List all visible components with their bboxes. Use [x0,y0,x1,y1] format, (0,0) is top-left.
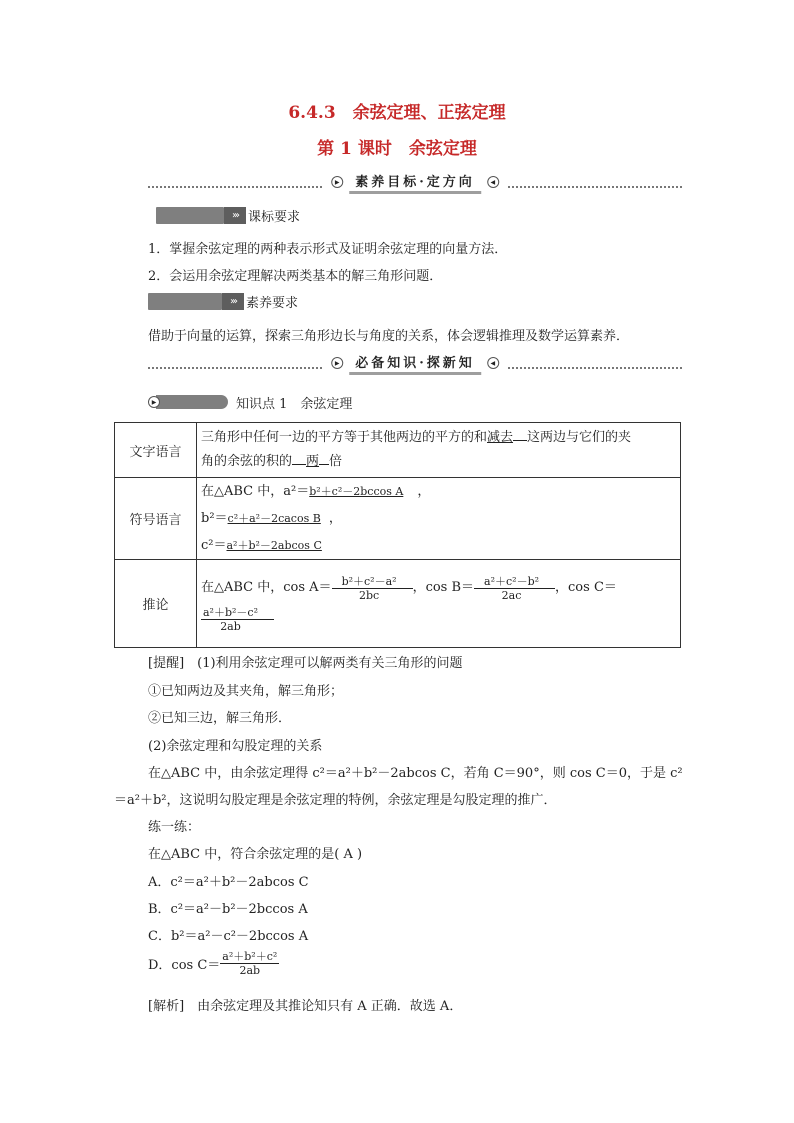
option-b: B．c²＝a²－b²－2bccos A [148,902,308,917]
answer-blank: 两 [306,454,320,469]
literacy-tag [148,293,298,310]
lesson-title: 第 1 课时 余弦定理 [317,139,477,159]
left-arrow-icon: ◀ [487,357,499,369]
literacy-text: 借助于向量的运算，探索三角形边长与角度的关系，体会逻辑推理及数学运算素养． [148,329,630,344]
text-part: 这两边与它们的夹 [527,430,632,445]
formula-prefix: 在△ABC 中，a²＝ [201,484,310,499]
row-head-symbol-language: 符号语言 [115,478,197,560]
tip-body-line-2: ＝a²＋b²，这说明勾股定理是余弦定理的特例，余弦定理是勾股定理的推广． [114,793,557,808]
triple-chevron-icon: ››› [222,293,244,310]
cosA-fraction: $\frac{\text{b²＋c²－a²}}{2bc}$ [341,574,397,602]
analysis-text: [解析] 由余弦定理及其推论知只有 A 正确．故选 A． [148,999,463,1014]
table-row [115,478,681,560]
literacy-tag-label: 素养要求 [246,296,299,311]
goals-banner [148,172,682,194]
left-arrow-icon: ◀ [487,176,499,188]
right-arrow-icon: ▶ [148,396,160,408]
triple-chevron-icon: ››› [224,207,246,224]
table-row [115,560,681,648]
formula-prefix: 在△ABC 中，cos A＝ [201,580,332,595]
formula-a: b²＋c²－2bccos A [309,485,404,498]
tag-bar-icon [148,293,222,310]
tip-part-2: (2)余弦定理和勾股定理的关系 [148,739,323,754]
formula-b: c²＋a²－2cacos B [227,512,321,525]
cosB-fraction: $\frac{\text{a²＋c²－b²}}{2ac}$ [484,574,540,602]
right-arrow-icon: ▶ [331,176,343,188]
curriculum-item-2: 2．会运用余弦定理解决两类基本的解三角形问题． [148,269,443,284]
curriculum-tag-label: 课标要求 [248,210,301,225]
text-language-cell [197,423,681,478]
corollary-cell [197,560,681,648]
formula-lhs: b²＝ [201,511,228,526]
curriculum-tag [156,207,300,224]
option-a: A．c²＝a²＋b²－2abcos C [148,875,309,890]
formula-label: ，cos C＝ [555,580,617,595]
practice-heading: 练一练： [148,820,201,835]
knowledge-banner [148,353,682,375]
tip-case-1: ①已知两边及其夹角，解三角形； [148,684,344,699]
option-c: C．b²＝a²－c²－2bccos A [148,929,309,944]
right-arrow-icon: ▶ [331,357,343,369]
option-d-prefix: D．cos C＝ [148,958,221,973]
text-part: 倍 [329,454,343,469]
cosC-fraction: $\frac{\text{a²＋b²－c²}}{2ab}$ [203,605,258,633]
text-part: 三角形中任何一边的平方等于其他两边的平方的和 [201,430,488,445]
option-d [148,950,279,977]
symbol-language-cell: 在△ABC 中，a²＝b²＋c²－2bccos A ， b²＝c²＋a²－2cacos B ， c²＝a²＋b²－2abcos C [197,478,681,560]
knowledge-banner-label: 必备知识·探新知 [349,352,481,375]
tip-body-line-1: 在△ABC 中，由余弦定理得 c²＝a²＋b²－2abcos C，若角 C＝90°，则 cos C＝0，于是 c² [148,766,683,781]
row-head-corollary: 推论 [115,560,197,648]
formula-lhs: c²＝ [201,538,227,553]
knowledge-point-label: 知识点 1 余弦定理 [236,396,353,412]
section-title: 6.4.3 余弦定理、正弦定理 [288,103,506,123]
row-head-text-language: 文字语言 [115,423,197,478]
goals-banner-label: 素养目标·定方向 [349,171,481,194]
cosine-law-table [114,422,681,648]
option-d-fraction: $\frac{\text{a²＋b²＋c²}}{2ab}$ [222,950,278,977]
answer-blank: 减去 [487,430,514,445]
practice-question: 在△ABC 中，符合余弦定理的是( A ) [148,847,363,862]
text-part: 角的余弦的积的 [201,454,293,469]
tip-heading: [提醒] (1)利用余弦定理可以解两类有关三角形的问题 [148,656,463,671]
tag-bar-icon [156,395,228,409]
table-row [115,423,681,478]
curriculum-item-1: 1．掌握余弦定理的两种表示形式及证明余弦定理的向量方法． [148,242,508,257]
tag-bar-icon [156,207,224,224]
knowledge-point-tag [148,394,352,410]
tip-case-2: ②已知三边，解三角形． [148,711,292,726]
formula-label: ，cos B＝ [412,580,475,595]
formula-c: a²＋b²－2abcos C [226,539,322,552]
